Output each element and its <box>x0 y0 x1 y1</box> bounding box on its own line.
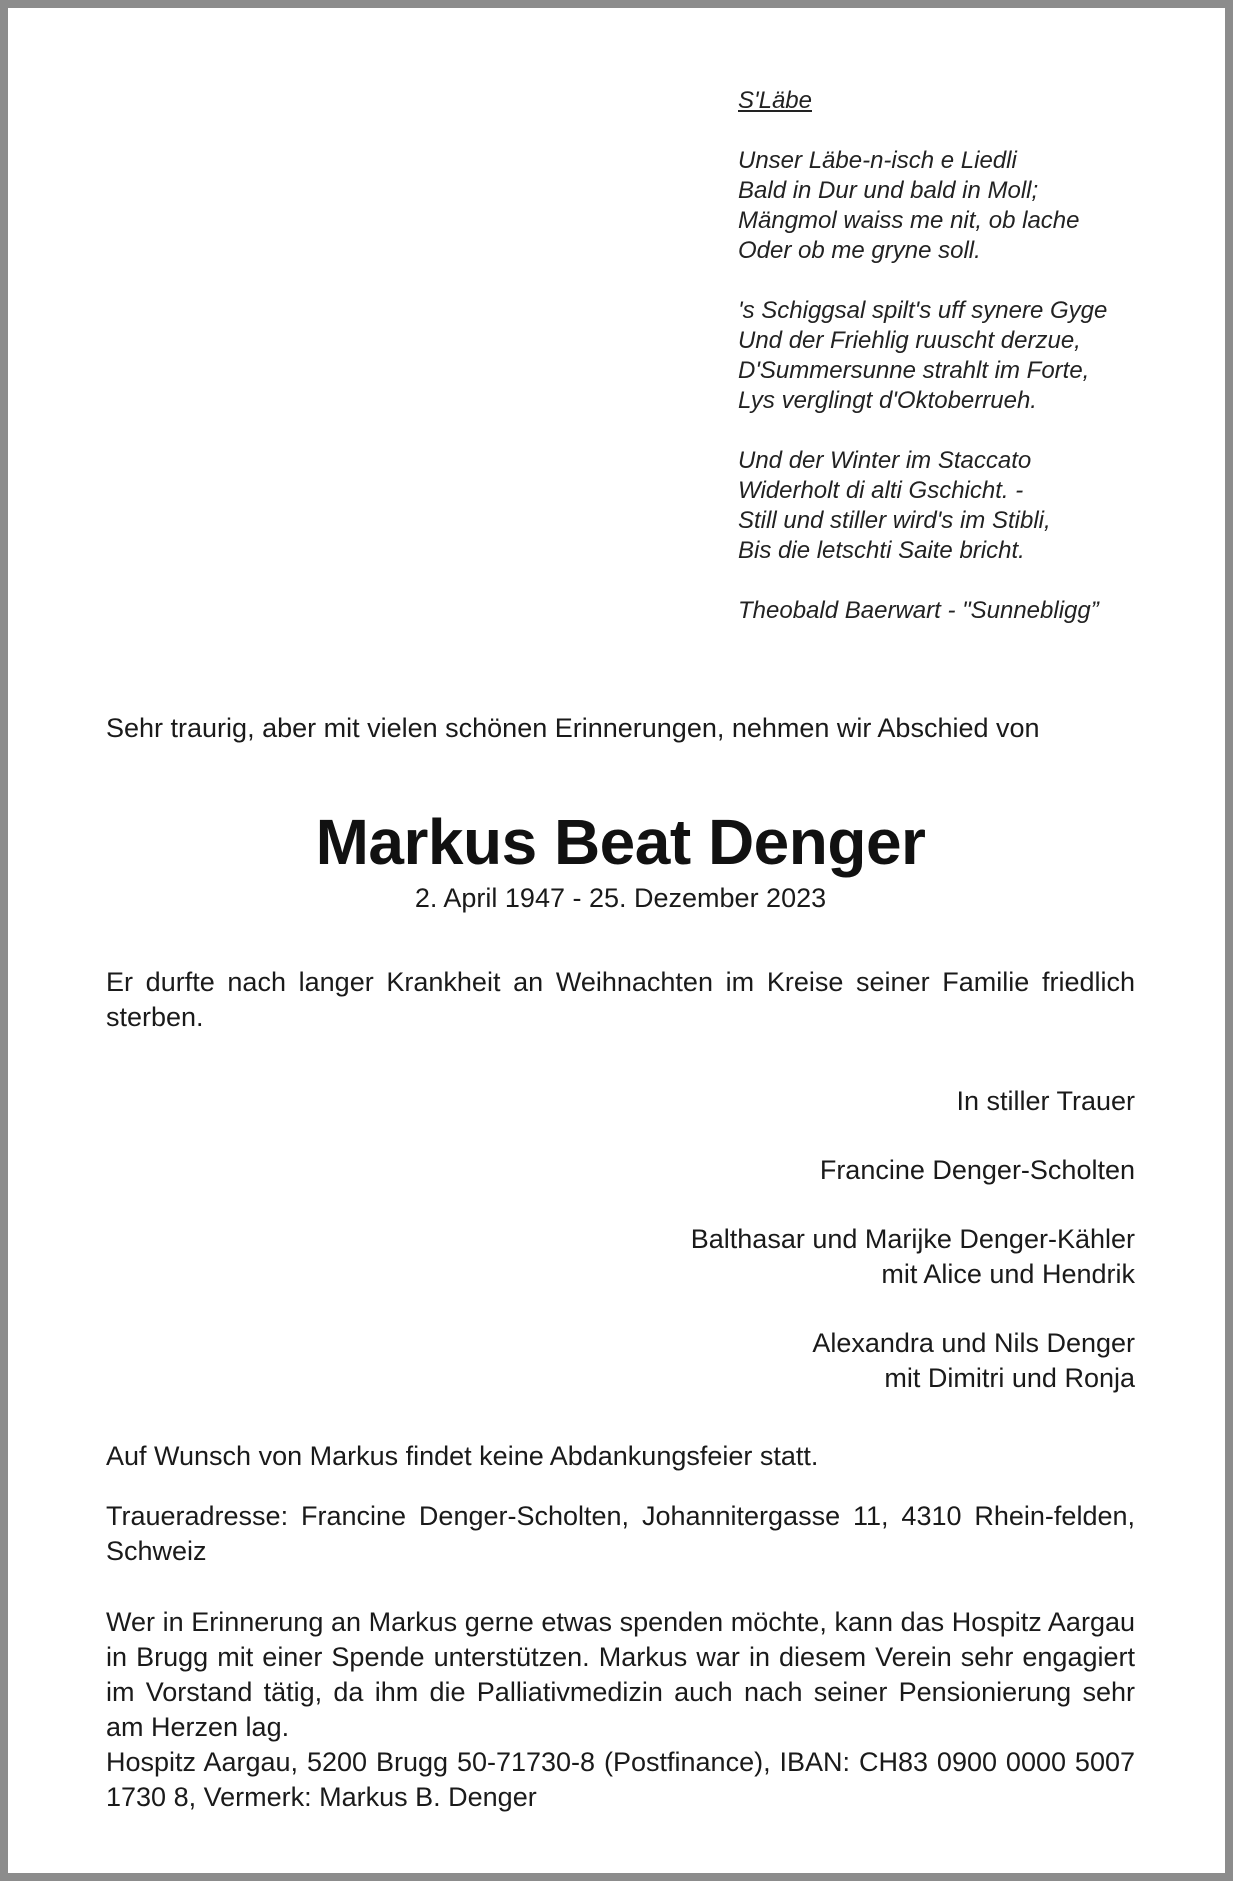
mourning-address: Traueradresse: Francine Denger-Scholten, Johannitergasse 11, 4310 Rhein-felden, Schweiz <box>106 1501 1135 1566</box>
poem-line: Lys verglingt d'Oktoberrueh. <box>738 387 1037 414</box>
poem <box>738 86 1178 626</box>
donation-text: Wer in Erinnerung an Markus gerne etwas spenden möchte, kann das Hospitz Aargau in Brugg mit einer Spende unterstützen. Markus war in diesem Verein sehr engagiert im Vorstand tätig, da ihm die Palliativmedizin auch nach seiner Pensionierung sehr am Herzen lag. <box>106 1607 1135 1742</box>
poem-line: Und der Winter im Staccato <box>738 447 1032 474</box>
life-dates: 2. April 1947 - 25. Dezember 2023 <box>414 883 827 913</box>
poem-line: Und der Friehlig ruuscht derzue, <box>738 327 1081 354</box>
poem-line: Mängmol waiss me nit, ob lache <box>738 207 1080 234</box>
donation-section <box>106 1605 1135 1815</box>
poem-stanza <box>738 446 1178 566</box>
deceased-name: Markus Beat Denger <box>315 806 926 878</box>
poem-line: Bis die letschti Saite bricht. <box>738 537 1025 564</box>
mourner-line: mit Dimitri und Ronja <box>884 1363 1135 1393</box>
poem-stanza <box>738 296 1178 416</box>
mourner-family <box>106 1222 1135 1292</box>
donation-account: Hospitz Aargau, 5200 Brugg 50-71730-8 (Postfinance), IBAN: CH83 0900 0000 5007 1730 8, Vermerk: Markus B. Denger <box>106 1747 1135 1812</box>
mourning-heading: In stiller Trauer <box>956 1086 1135 1116</box>
mourner-line: mit Alice und Hendrik <box>881 1259 1135 1289</box>
poem-line: Widerholt di alti Gschicht. - <box>738 477 1024 504</box>
poem-line: Unser Läbe-n-isch e Liedli <box>738 147 1017 174</box>
intro-text: Sehr traurig, aber mit vielen schönen Erinnerungen, nehmen wir Abschied von <box>106 713 1040 743</box>
mourner-family <box>106 1326 1135 1396</box>
poem-line: 's Schiggsal spilt's uff synere Gyge <box>738 297 1108 324</box>
poem-title: S'Läbe <box>738 87 812 114</box>
poem-line: Still und stiller wird's im Stibli, <box>738 507 1051 534</box>
mourner-spouse: Francine Denger-Scholten <box>819 1155 1135 1185</box>
poem-line: Oder ob me gryne soll. <box>738 237 981 264</box>
death-notice-text: Er durfte nach langer Krankheit an Weihnachten im Kreise seiner Familie friedlich sterben. <box>106 967 1135 1032</box>
obituary-page <box>8 8 1225 1873</box>
poem-author: Theobald Baerwart - "Sunnebligg” <box>738 597 1099 624</box>
poem-stanza <box>738 146 1178 266</box>
mourner-line: Balthasar und Marijke Denger-Kähler <box>690 1224 1135 1254</box>
poem-line: Bald in Dur und bald in Moll; <box>738 177 1039 204</box>
poem-line: D'Summersunne strahlt im Forte, <box>738 357 1090 384</box>
mourner-line: Alexandra und Nils Denger <box>812 1328 1135 1358</box>
ceremony-note: Auf Wunsch von Markus findet keine Abdankungsfeier statt. <box>106 1441 819 1471</box>
